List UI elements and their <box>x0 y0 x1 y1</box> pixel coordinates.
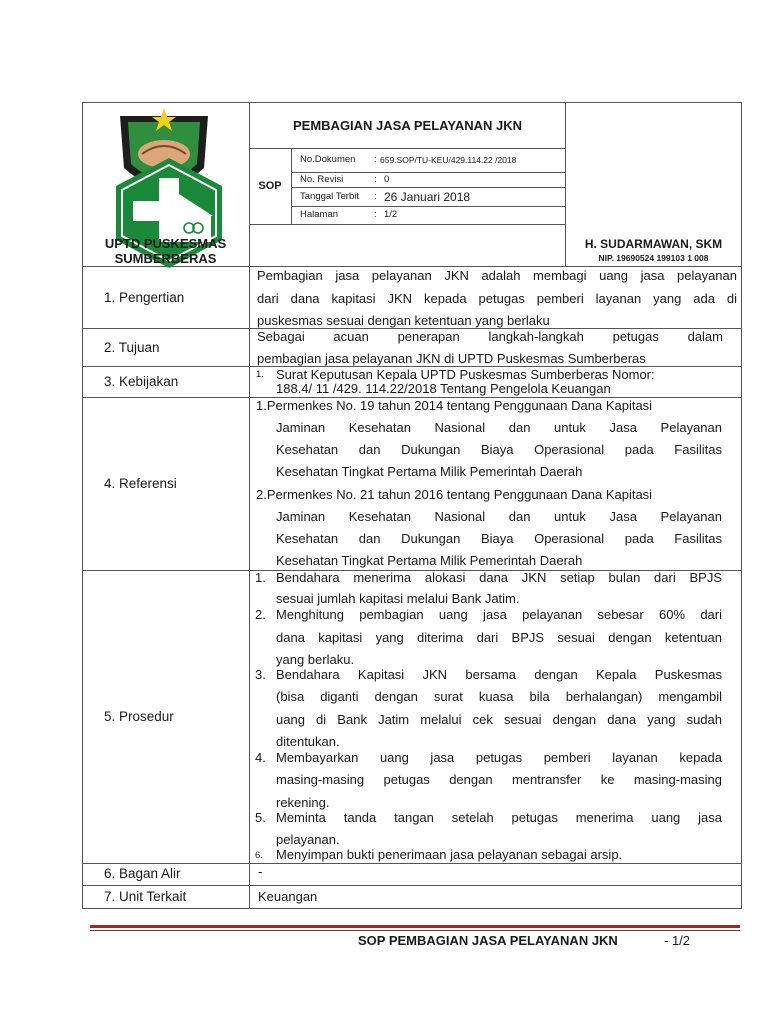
pengertian-label: 1. Pengertian <box>104 290 185 305</box>
footer-page: - 1/2 <box>664 933 691 948</box>
referensi-item-1-line-4: Kesehatan Tingkat Pertama Milik Pemerintah Daerah <box>276 464 583 479</box>
title-row-bottom <box>249 148 566 149</box>
prosedur-step-3-line-4: ditentukan. <box>276 734 340 749</box>
docfield-label-4: Halaman <box>300 209 339 220</box>
referensi-label: 4. Referensi <box>104 476 177 491</box>
tujuan-line-2: pembagian jasa pelayanan JKN di UPTD Puskesmas Sumberberas <box>257 351 646 366</box>
docfield-value-3: 26 Januari 2018 <box>384 190 471 204</box>
prosedur-step-3-num: 3. <box>255 667 266 682</box>
prosedur-step-5-line-2: pelayanan. <box>276 832 340 847</box>
referensi-item-1-line-3: Kesehatan dan Dukungan Biaya Operasional pada Fasilitas <box>276 442 722 457</box>
referensi-item-2-first: 2.Permenkes No. 21 tahun 2016 tentang Penggunaan Dana Kapitasi <box>256 487 653 502</box>
docfield-sep-4: : <box>374 209 377 220</box>
tujuan-line-1: Sebagai acuan penerapan langkah-langkah petugas dalam <box>257 329 723 344</box>
prosedur-step-4-line-2: masing-masing petugas dengan mentransfer ke masing-masing <box>276 772 722 787</box>
document-title: PEMBAGIAN JASA PELAYANAN JKN <box>293 118 522 133</box>
table-right-border <box>741 102 742 909</box>
bagan-alir-label: 6. Bagan Alir <box>104 866 181 881</box>
referensi-item-1-first: 1.Permenkes No. 19 tahun 2014 tentang Penggunaan Dana Kapitasi <box>256 398 653 413</box>
row-divider-5 <box>82 863 742 864</box>
prosedur-step-4-line-1: Membayarkan uang jasa petugas pemberi layanan kepada <box>276 750 722 765</box>
bagan-alir-value: - <box>258 864 263 879</box>
prosedur-step-2-num: 2. <box>255 607 266 622</box>
prosedur-step-2-line-3: yang berlaku. <box>276 652 355 667</box>
kebijakan-line-1: Surat Keputusan Kepala UPTD Puskesmas Sumberberas Nomor: <box>276 367 655 382</box>
docfield-divider-2 <box>291 187 566 188</box>
unit-terkait-value: Keuangan <box>258 889 318 904</box>
prosedur-step-6-num: 6. <box>255 850 263 861</box>
prosedur-step-5-num: 5. <box>255 810 266 825</box>
table-top-border <box>82 102 742 103</box>
signatory-nip: NIP. 19690524 199103 1 008 <box>598 253 709 263</box>
referensi-item-1-line-2: Jaminan Kesehatan Nasional dan untuk Jasa Pelayanan <box>276 420 722 435</box>
signatory-name: H. SUDARMAWAN, SKM <box>584 237 723 251</box>
col-divider-sop <box>291 148 292 224</box>
referensi-item-2-line-3: Kesehatan dan Dukungan Biaya Operasional pada Fasilitas <box>276 531 722 546</box>
docfield-value-1: 659.SOP/TU-KEU/429.114.22 /2018 <box>380 155 517 165</box>
unit-terkait-label: 7. Unit Terkait <box>104 889 187 904</box>
docfield-divider-1 <box>291 172 566 173</box>
prosedur-step-1-num: 1. <box>255 570 266 585</box>
docfield-divider-3 <box>291 206 566 207</box>
docfield-sep-2: : <box>374 174 377 185</box>
prosedur-step-3-line-3: uang di Bank Jatim melalui cek sesuai dengan dana yang sudah <box>276 712 722 727</box>
pengertian-line-2: dari dana kapitasi JKN kepada petugas pemberi layanan yang ada di <box>257 291 737 306</box>
footer-title: SOP PEMBAGIAN JASA PELAYANAN JKN <box>358 933 618 948</box>
row-divider-6 <box>82 885 742 886</box>
prosedur-step-2-line-1: Menghitung pembagian uang jasa pelayanan sebesar 60% dari <box>276 607 722 622</box>
kebijakan-label: 3. Kebijakan <box>104 374 179 389</box>
tujuan-label: 2. Tujuan <box>104 340 160 355</box>
pengertian-line-3: puskesmas sesuai dengan ketentuan yang berlaku <box>257 313 550 328</box>
prosedur-step-4-line-3: rekening. <box>276 795 330 810</box>
prosedur-label: 5. Prosedur <box>104 709 174 724</box>
prosedur-step-1-line-2: sesuai jumlah kapitasi melalui Bank Jatim. <box>276 591 520 606</box>
pengertian-line-1: Pembagian jasa pelayanan JKN adalah membagi uang jasa pelayanan <box>257 268 737 283</box>
prosedur-step-5-line-1: Meminta tanda tangan setelah petugas menerima uang jasa <box>276 810 722 825</box>
docfield-value-2: 0 <box>384 174 390 185</box>
docfield-bottom <box>249 224 566 225</box>
cross-horizontal <box>133 201 179 221</box>
table-left-border <box>82 102 83 909</box>
org-name-line2: SUMBERBERAS <box>114 251 217 266</box>
org-name-line1: UPTD PUSKESMAS <box>104 236 227 251</box>
referensi-item-2-line-4: Kesehatan Tingkat Pertama Milik Pemerintah Daerah <box>276 553 583 568</box>
docfield-label-2: No. Revisi <box>300 174 344 185</box>
footer-rule-thin <box>90 930 740 931</box>
docfield-sep-3: : <box>374 191 377 202</box>
kebijakan-number: 1. <box>256 369 264 380</box>
referensi-item-2-line-2: Jaminan Kesehatan Nasional dan untuk Jasa Pelayanan <box>276 509 722 524</box>
docfield-value-4: 1/2 <box>384 209 398 220</box>
prosedur-step-1-line-1: Bendahara menerima alokasi dana JKN setiap bulan dari BPJS <box>276 570 722 585</box>
prosedur-step-4-num: 4. <box>255 750 266 765</box>
prosedur-step-2-line-2: dana kapitasi yang diterima dari BPJS sesuai dengan ketentuan <box>276 630 722 645</box>
prosedur-step-6-line-1: Menyimpan bukti penerimaan jasa pelayanan sebagai arsip. <box>276 847 623 862</box>
prosedur-step-3-line-1: Bendahara Kapitasi JKN bersama dengan Kepala Puskesmas <box>276 667 722 682</box>
docfield-label-3: Tanggal Terbit <box>300 191 359 202</box>
sop-label: SOP <box>258 180 282 192</box>
kebijakan-line-2: 188.4/ 11 /429. 114.22/2018 Tentang Pengelola Keuangan <box>276 381 611 396</box>
footer-rule-thick <box>90 925 740 928</box>
prosedur-step-3-line-2: (bisa diganti dengan surat kuasa bila berhalangan) mengambil <box>276 689 722 704</box>
docfield-sep-1: : <box>374 154 377 165</box>
table-bottom-border <box>82 908 742 909</box>
docfield-label-1: No.Dokumen <box>300 154 356 165</box>
